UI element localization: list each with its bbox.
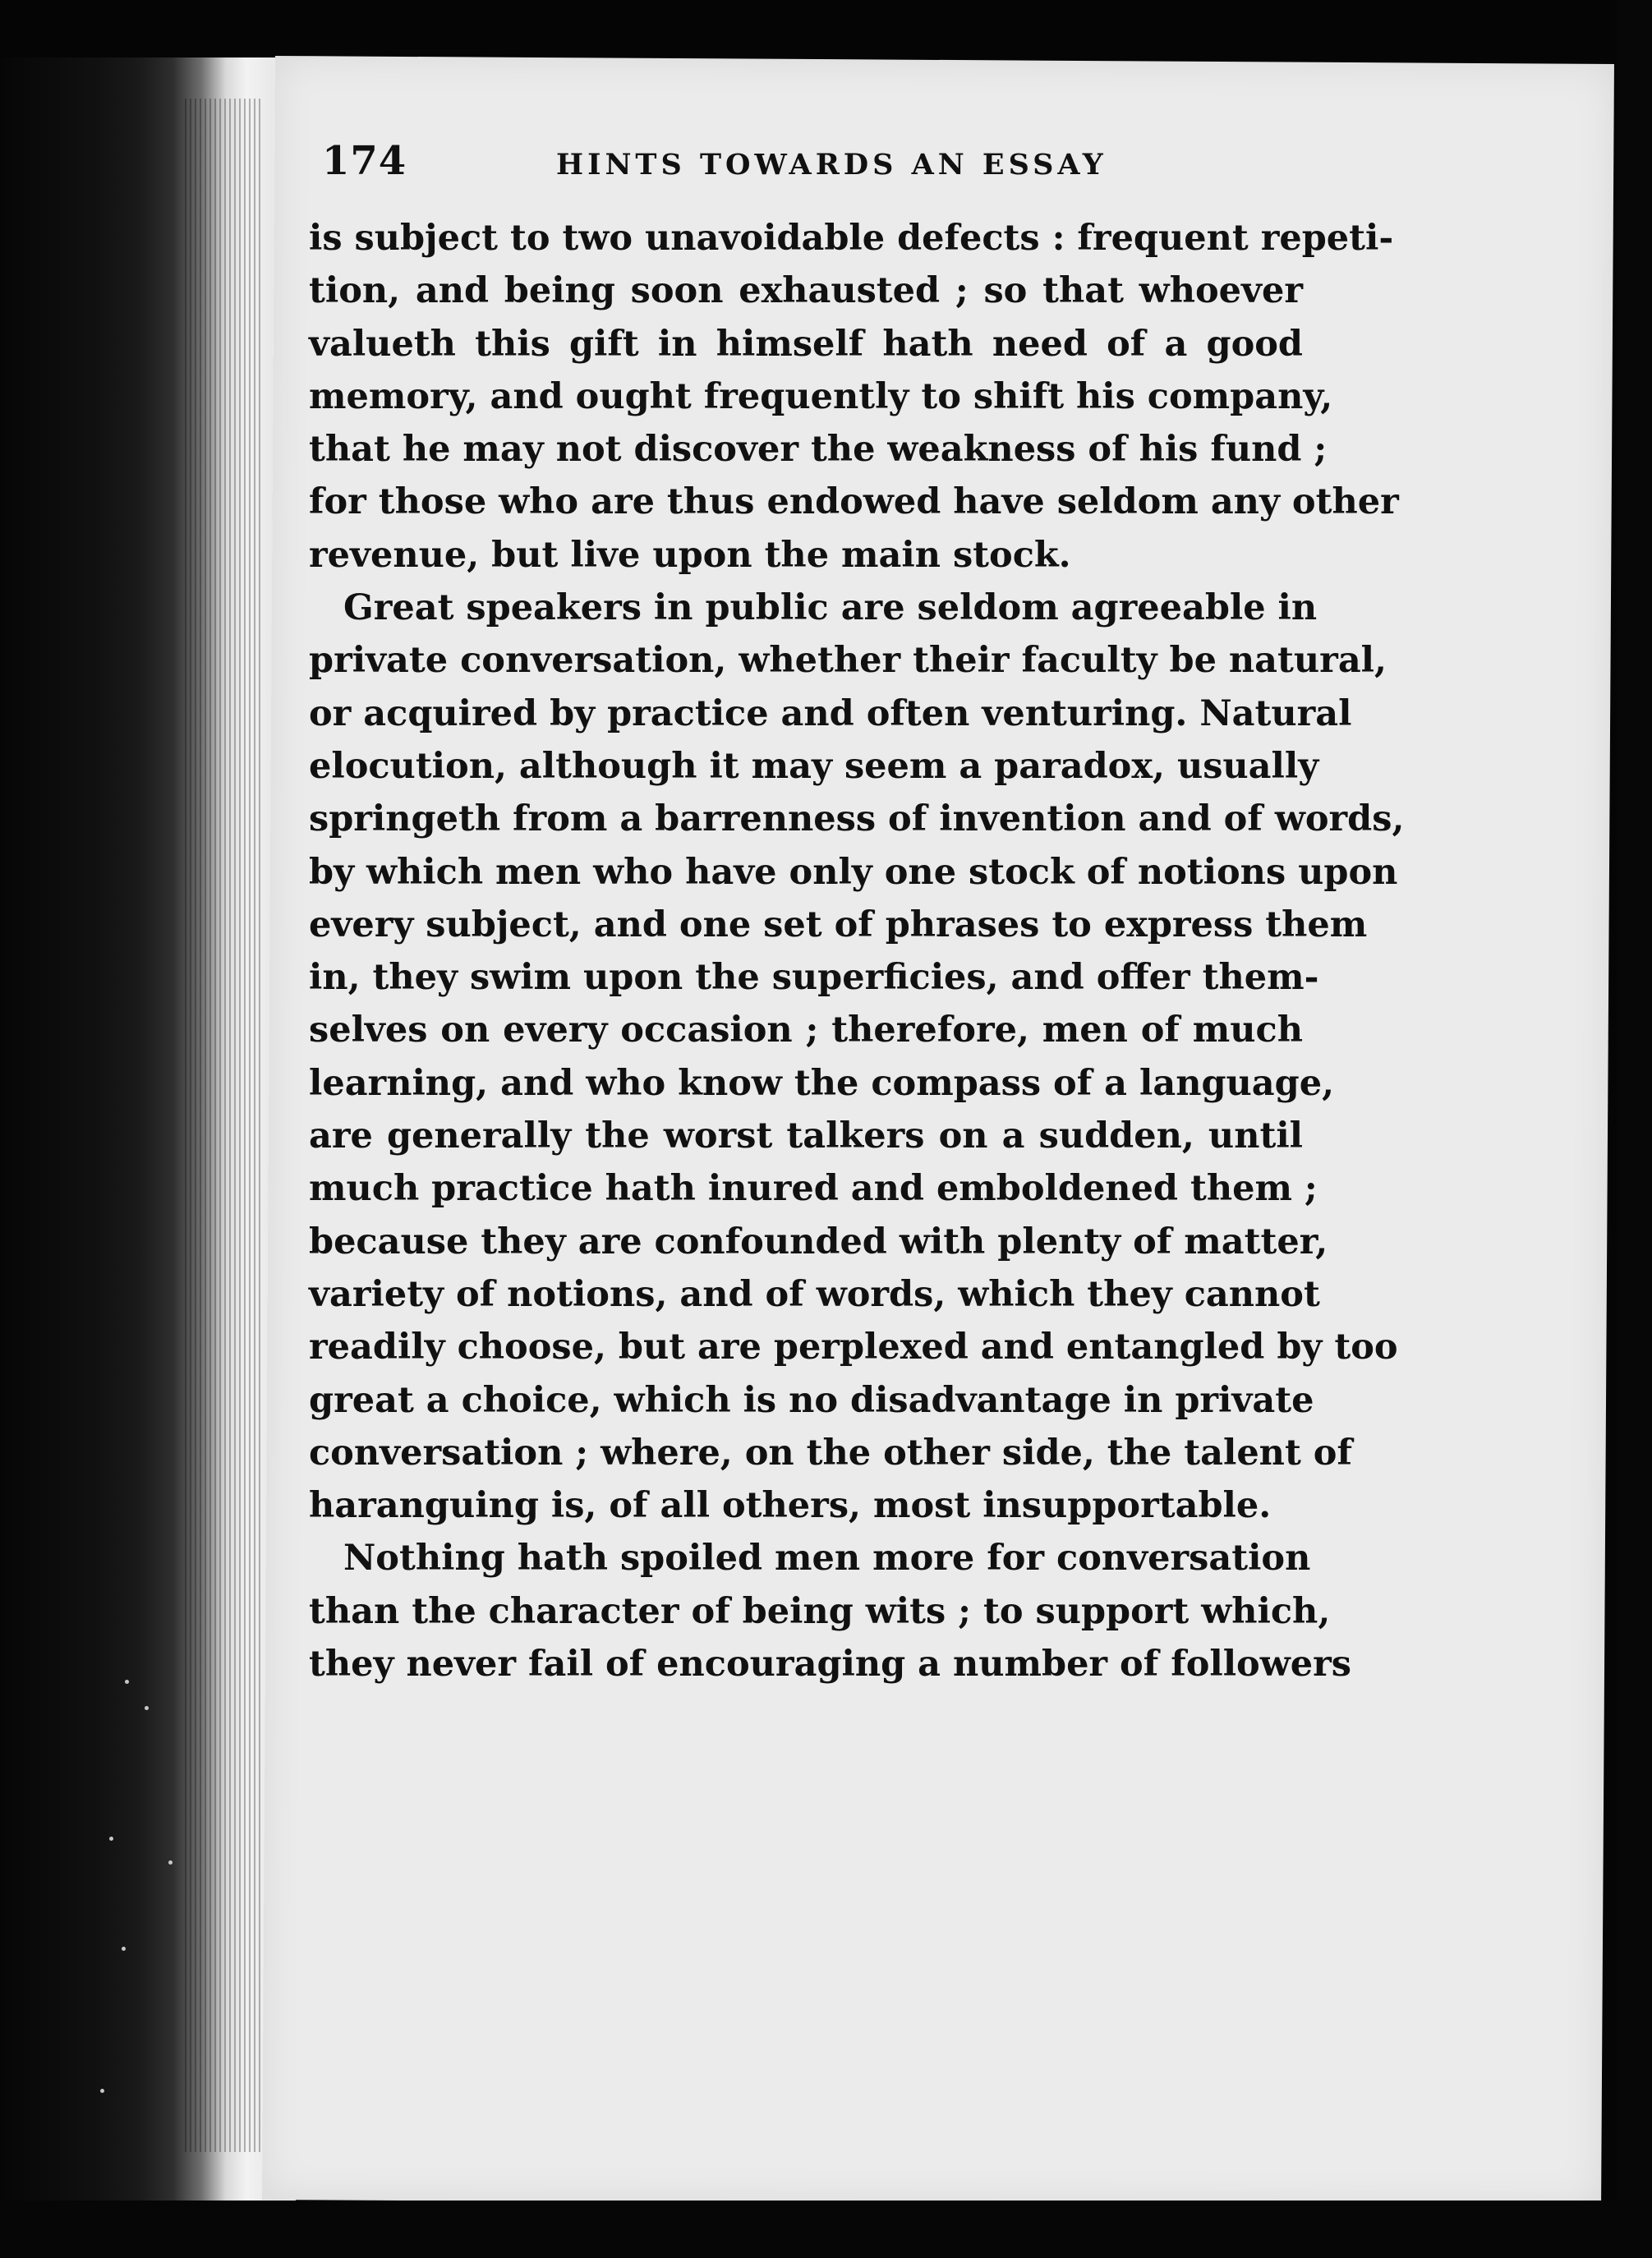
scan-right-border [1617, 0, 1652, 2258]
text-line: for those who are thus endowed have seldom any other [309, 481, 1399, 523]
text-line: selves on every occasion ; therefore, men of much [309, 1009, 1303, 1051]
scan-bottom-border [0, 2201, 1652, 2258]
text-line: every subject, and one set of phrases to express them [309, 904, 1368, 945]
text-line: by which men who have only one stock of notions upon [309, 851, 1398, 893]
page-number: 174 [322, 138, 407, 184]
scan-speck [100, 2089, 104, 2093]
text-line: variety of notions, and of words, which they cannot [309, 1273, 1320, 1315]
text-line: or acquired by practice and often venturing. Natural [309, 692, 1352, 734]
text-line: conversation ; where, on the other side, the talent of [309, 1432, 1352, 1474]
text-line: revenue, but live upon the main stock. [309, 534, 1071, 576]
scan-speck [125, 1680, 129, 1684]
text-line: that he may not discover the weakness of his fund ; [309, 429, 1328, 471]
text-line: are generally the worst talkers on a sudden, until [309, 1115, 1303, 1157]
scan-speck [122, 1947, 126, 1951]
text-line: valueth this gift in himself hath need of a good [309, 323, 1303, 365]
text-line: they never fail of encouraging a number of followers [309, 1644, 1351, 1685]
text-line: is subject to two unavoidable defects : frequent repeti- [309, 218, 1394, 259]
text-line: much practice hath inured and emboldened them ; [309, 1168, 1318, 1210]
running-head: HINTS TOWARDS AN ESSAY [556, 148, 1107, 182]
body-text [309, 212, 1405, 1830]
text-line: tion, and being soon exhausted ; so that whoever [309, 270, 1303, 312]
text-line: memory, and ought frequently to shift his company, [309, 375, 1333, 417]
text-line: elocution, although it may seem a paradox, usually [309, 745, 1319, 787]
text-line: in, they swim upon the superficies, and offer them- [309, 957, 1319, 999]
paragraph-first-line: Nothing hath spoiled men more for conversation [343, 1538, 1311, 1580]
text-line: great a choice, which is no disadvantage in private [309, 1379, 1314, 1421]
text-line: because they are confounded with plenty of matter, [309, 1221, 1328, 1262]
text-line: springeth from a barrenness of invention and of words, [309, 798, 1405, 840]
paragraph-first-line: Great speakers in public are seldom agreeable in [343, 587, 1318, 629]
text-line: learning, and who know the compass of a language, [309, 1062, 1335, 1104]
text-line: haranguing is, of all others, most insupportable. [309, 1485, 1272, 1527]
text-line: private conversation, whether their faculty be natural, [309, 640, 1387, 682]
scan-speck [145, 1706, 149, 1710]
page-header [322, 138, 1308, 195]
text-line: readily choose, but are perplexed and entangled by too [309, 1327, 1398, 1368]
scan-speck [109, 1837, 113, 1841]
text-line: than the character of being wits ; to support which, [309, 1590, 1331, 1632]
page-edge-texture [185, 99, 263, 2152]
scan-speck [168, 1860, 173, 1865]
